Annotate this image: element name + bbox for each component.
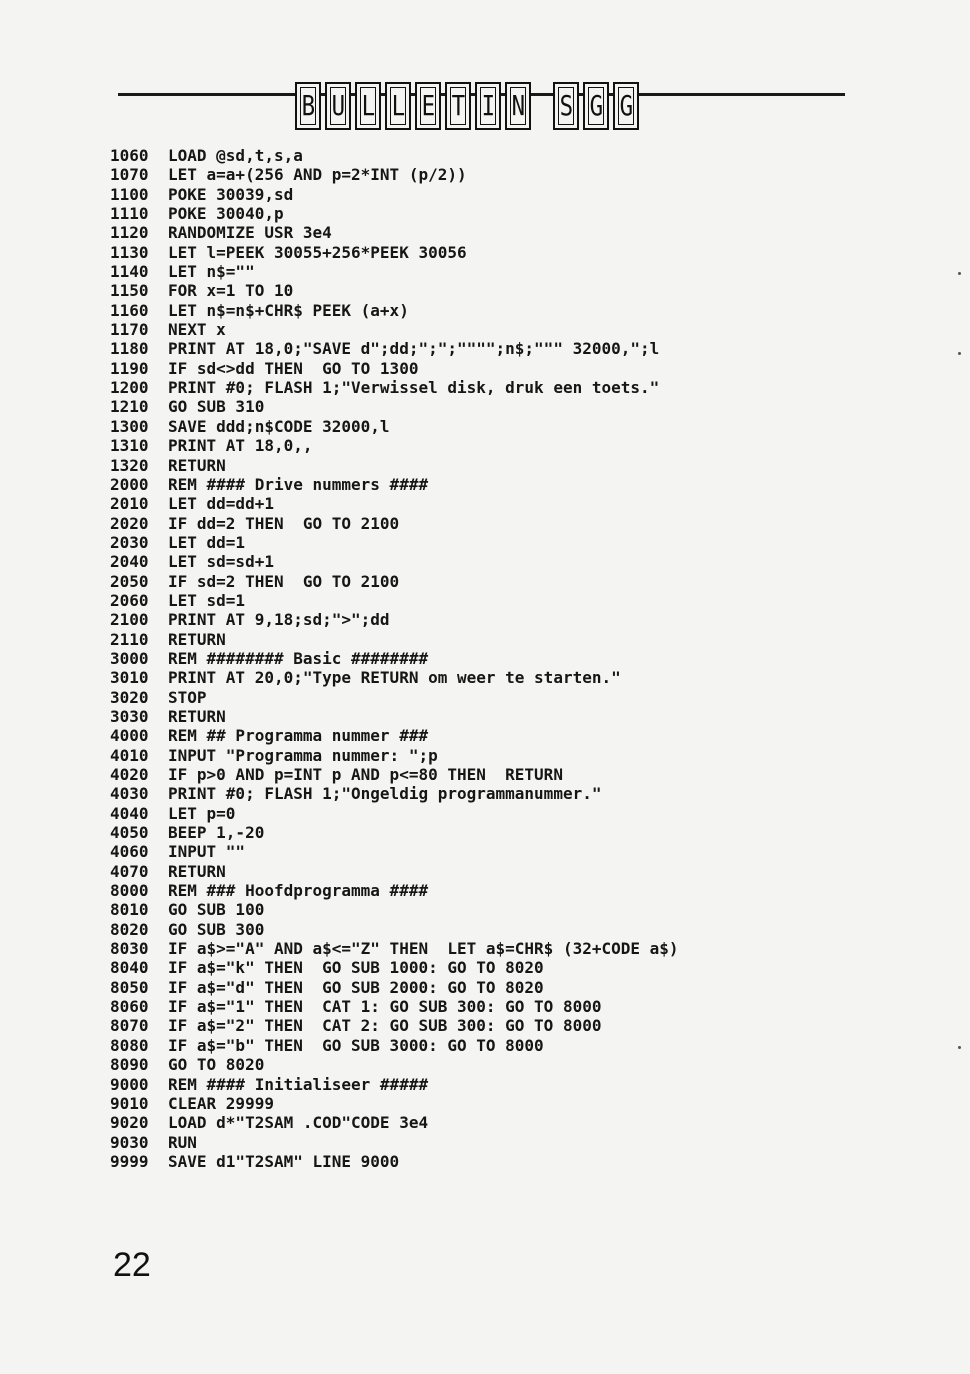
- line-statement: SAVE ddd;n$CODE 32000,l: [168, 416, 390, 436]
- basic-listing: [110, 146, 830, 1171]
- line-statement: IF a$="2" THEN CAT 2: GO SUB 300: GO TO 8000: [168, 1016, 602, 1036]
- code-line: [110, 320, 830, 339]
- line-statement: IF a$="b" THEN GO SUB 3000: GO TO 8000: [168, 1035, 544, 1055]
- code-line: [110, 823, 830, 842]
- line-statement: RETURN: [168, 861, 226, 881]
- line-statement: PRINT AT 18,0;"SAVE d";dd;";";"""";n$;""" 32000,";l: [168, 339, 660, 359]
- line-statement: REM #### Drive nummers ####: [168, 474, 429, 494]
- code-line: [110, 939, 830, 958]
- line-number: 1300: [110, 416, 149, 436]
- code-line: [110, 1133, 830, 1152]
- line-number: 4040: [110, 803, 149, 823]
- line-number: 8080: [110, 1035, 149, 1055]
- line-number: 9000: [110, 1074, 149, 1094]
- line-statement: LET dd=dd+1: [168, 494, 274, 514]
- line-statement: IF a$>="A" AND a$<="Z" THEN LET a$=CHR$ (32+CODE a$): [168, 939, 679, 959]
- line-number: 8010: [110, 900, 149, 920]
- margin-mark: [958, 1046, 961, 1049]
- code-line: [110, 475, 830, 494]
- code-line: [110, 359, 830, 378]
- logo-letter: U: [325, 82, 351, 130]
- logo-letter: N: [505, 82, 531, 130]
- margin-mark: [958, 272, 961, 275]
- line-statement: POKE 30039,sd: [168, 184, 294, 204]
- line-statement: LET a=a+(256 AND p=2*INT (p/2)): [168, 165, 467, 185]
- line-statement: IF a$="d" THEN GO SUB 2000: GO TO 8020: [168, 977, 544, 997]
- code-line: [110, 262, 830, 281]
- code-line: [110, 204, 830, 223]
- line-number: 4010: [110, 745, 149, 765]
- code-line: [110, 1055, 830, 1074]
- line-number: 4050: [110, 823, 149, 843]
- line-number: 8090: [110, 1055, 149, 1075]
- line-number: 9010: [110, 1093, 149, 1113]
- code-line: [110, 339, 830, 358]
- line-number: 2040: [110, 552, 149, 572]
- logo-letter: B: [295, 82, 321, 130]
- line-number: 1150: [110, 281, 149, 301]
- line-number: 2000: [110, 474, 149, 494]
- code-line: [110, 514, 830, 533]
- logo-letter: L: [355, 82, 381, 130]
- code-line: [110, 378, 830, 397]
- line-number: 4000: [110, 726, 149, 746]
- line-number: 2110: [110, 629, 149, 649]
- line-number: 1110: [110, 204, 149, 224]
- line-number: 8060: [110, 997, 149, 1017]
- code-line: [110, 165, 830, 184]
- line-number: 4020: [110, 765, 149, 784]
- code-line: [110, 591, 830, 610]
- code-line: [110, 688, 830, 707]
- line-number: 1100: [110, 184, 149, 204]
- logo-gap: [535, 82, 549, 134]
- line-number: 1190: [110, 358, 149, 378]
- line-statement: RETURN: [168, 629, 226, 649]
- line-statement: RUN: [168, 1132, 197, 1152]
- code-line: [110, 610, 830, 629]
- code-line: [110, 397, 830, 416]
- line-statement: REM ## Programma nummer ###: [168, 726, 429, 746]
- line-number: 1160: [110, 300, 149, 320]
- line-statement: IF sd=2 THEN GO TO 2100: [168, 571, 400, 591]
- logo-letter: T: [445, 82, 471, 130]
- line-number: 1310: [110, 436, 149, 456]
- line-number: 4030: [110, 784, 149, 804]
- code-line: [110, 668, 830, 687]
- line-number: 4060: [110, 842, 149, 862]
- code-line: [110, 1036, 830, 1055]
- line-statement: RANDOMIZE USR 3e4: [168, 223, 332, 243]
- line-statement: POKE 30040,p: [168, 204, 284, 224]
- logo-letter: G: [583, 82, 609, 130]
- line-statement: REM #### Initialiseer #####: [168, 1074, 429, 1094]
- code-line: [110, 765, 830, 784]
- line-statement: REM ######## Basic ########: [168, 648, 429, 668]
- line-statement: IF sd<>dd THEN GO TO 1300: [168, 358, 419, 378]
- line-statement: LET dd=1: [168, 532, 246, 552]
- line-number: 8040: [110, 958, 149, 978]
- logo-letter: S: [553, 82, 579, 130]
- line-statement: INPUT "Programma nummer: ";p: [168, 745, 438, 765]
- line-statement: LET sd=1: [168, 590, 246, 610]
- code-line: [110, 958, 830, 977]
- code-line: [110, 456, 830, 475]
- code-line: [110, 1016, 830, 1035]
- line-number: 1180: [110, 339, 149, 359]
- line-number: 1140: [110, 262, 149, 282]
- line-number: 2030: [110, 532, 149, 552]
- code-line: [110, 978, 830, 997]
- line-statement: LET p=0: [168, 803, 236, 823]
- line-number: 2100: [110, 610, 149, 630]
- line-number: 4070: [110, 861, 149, 881]
- line-statement: NEXT x: [168, 320, 226, 340]
- logo-letter: E: [415, 82, 441, 130]
- line-statement: PRINT AT 18,0,,: [168, 436, 313, 456]
- line-statement: GO SUB 310: [168, 397, 265, 417]
- code-line: [110, 862, 830, 881]
- line-number: 8050: [110, 977, 149, 997]
- code-line: [110, 920, 830, 939]
- code-line: [110, 842, 830, 861]
- logo-letter: L: [385, 82, 411, 130]
- line-statement: IF a$="k" THEN GO SUB 1000: GO TO 8020: [168, 958, 544, 978]
- code-line: [110, 784, 830, 803]
- code-line: [110, 243, 830, 262]
- margin-mark: [958, 352, 961, 355]
- line-number: 1120: [110, 223, 149, 243]
- line-number: 2020: [110, 513, 149, 533]
- code-line: [110, 436, 830, 455]
- line-number: 8070: [110, 1016, 149, 1036]
- line-number: 8020: [110, 919, 149, 939]
- code-line: [110, 494, 830, 513]
- line-number: 3020: [110, 687, 149, 707]
- line-statement: GO TO 8020: [168, 1055, 265, 1075]
- line-statement: LET l=PEEK 30055+256*PEEK 30056: [168, 242, 467, 262]
- line-number: 1170: [110, 320, 149, 340]
- line-statement: FOR x=1 TO 10: [168, 281, 294, 301]
- line-number: 1320: [110, 455, 149, 475]
- line-statement: REM ### Hoofdprogramma ####: [168, 881, 429, 901]
- page-number: 22: [113, 1246, 151, 1284]
- code-line: [110, 630, 830, 649]
- code-line: [110, 417, 830, 436]
- line-statement: BEEP 1,-20: [168, 823, 265, 843]
- line-number: 2010: [110, 494, 149, 514]
- line-statement: IF dd=2 THEN GO TO 2100: [168, 513, 400, 533]
- line-number: 3000: [110, 648, 149, 668]
- line-number: 1210: [110, 397, 149, 417]
- line-number: 1200: [110, 378, 149, 398]
- line-statement: PRINT AT 20,0;"Type RETURN om weer te starten.": [168, 668, 621, 688]
- line-statement: PRINT #0; FLASH 1;"Ongeldig programmanummer.": [168, 784, 602, 804]
- code-line: [110, 185, 830, 204]
- code-line: [110, 804, 830, 823]
- code-line: [110, 726, 830, 745]
- line-statement: LET n$=n$+CHR$ PEEK (a+x): [168, 300, 409, 320]
- code-line: [110, 900, 830, 919]
- line-number: 2050: [110, 571, 149, 591]
- line-statement: GO SUB 100: [168, 900, 265, 920]
- line-number: 8030: [110, 939, 149, 959]
- code-line: [110, 533, 830, 552]
- line-statement: CLEAR 29999: [168, 1093, 274, 1113]
- code-line: [110, 1075, 830, 1094]
- line-statement: PRINT #0; FLASH 1;"Verwissel disk, druk een toets.": [168, 378, 660, 398]
- code-line: [110, 572, 830, 591]
- line-statement: PRINT AT 9,18;sd;">";dd: [168, 610, 390, 630]
- logo-letter: G: [613, 82, 639, 130]
- line-statement: IF a$="1" THEN CAT 1: GO SUB 300: GO TO 8000: [168, 997, 602, 1017]
- code-line: [110, 649, 830, 668]
- code-line: [110, 281, 830, 300]
- code-line: [110, 552, 830, 571]
- line-number: 9030: [110, 1132, 149, 1152]
- line-number: 8000: [110, 881, 149, 901]
- code-line: [110, 146, 830, 165]
- code-line: [110, 1113, 830, 1132]
- line-number: 9020: [110, 1113, 149, 1133]
- code-line: [110, 881, 830, 900]
- line-number: 1070: [110, 165, 149, 185]
- bulletin-sgg-logo: [295, 82, 639, 134]
- logo-letter: I: [475, 82, 501, 130]
- line-statement: RETURN: [168, 455, 226, 475]
- line-number: 3030: [110, 706, 149, 726]
- code-line: [110, 301, 830, 320]
- line-statement: RETURN: [168, 706, 226, 726]
- code-line: [110, 997, 830, 1016]
- line-statement: LET n$="": [168, 262, 255, 282]
- line-number: 2060: [110, 590, 149, 610]
- line-statement: INPUT "": [168, 842, 246, 862]
- code-line: [110, 1152, 830, 1171]
- line-number: 1060: [110, 146, 149, 165]
- line-number: 1130: [110, 242, 149, 262]
- line-statement: SAVE d1"T2SAM" LINE 9000: [168, 1151, 400, 1171]
- line-statement: LET sd=sd+1: [168, 552, 274, 572]
- line-statement: LOAD d*"T2SAM .COD"CODE 3e4: [168, 1113, 429, 1133]
- line-statement: LOAD @sd,t,s,a: [168, 146, 303, 165]
- code-line: [110, 1094, 830, 1113]
- code-line: [110, 707, 830, 726]
- code-line: [110, 746, 830, 765]
- line-number: 9999: [110, 1151, 149, 1171]
- line-statement: STOP: [168, 687, 207, 707]
- line-statement: IF p>0 AND p=INT p AND p<=80 THEN RETURN: [168, 765, 563, 784]
- code-line: [110, 223, 830, 242]
- line-statement: GO SUB 300: [168, 919, 265, 939]
- line-number: 3010: [110, 668, 149, 688]
